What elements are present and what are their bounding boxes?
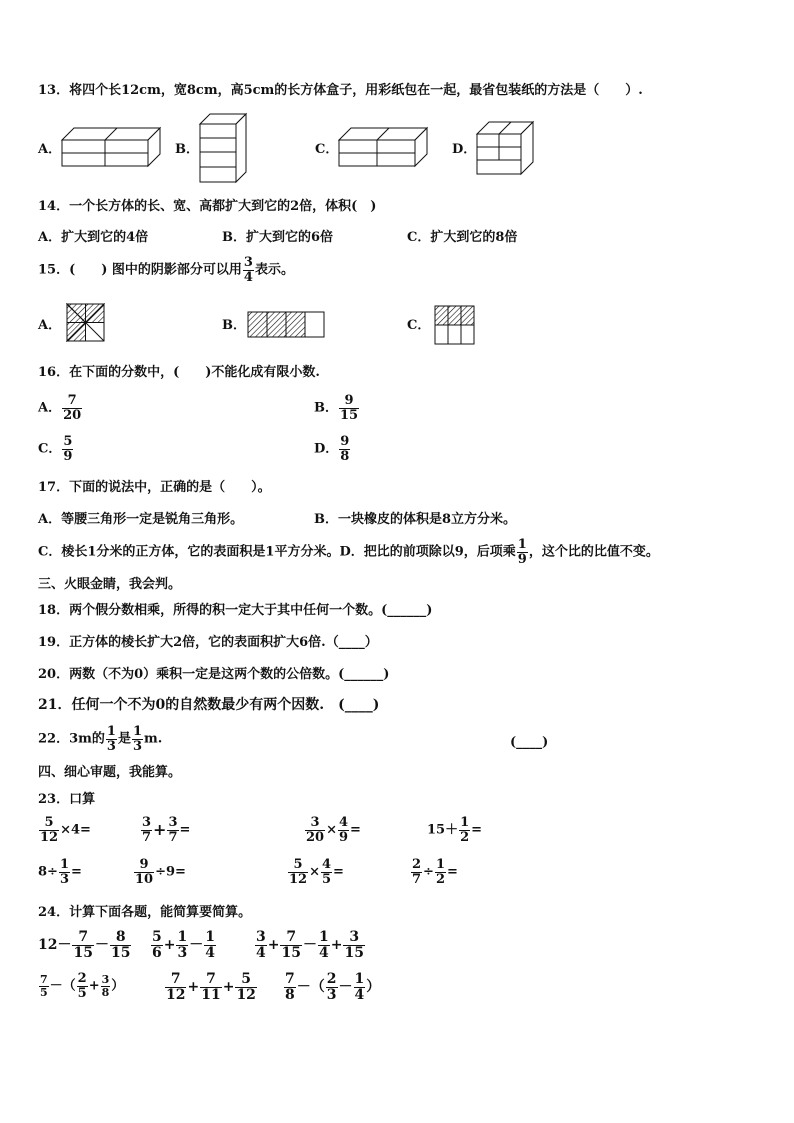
operator: + <box>163 937 176 954</box>
operator: + <box>153 820 167 840</box>
numerator: 5 <box>288 858 308 873</box>
numerator: 1 <box>177 929 188 945</box>
denominator: 12 <box>236 986 256 1003</box>
q16-option-a-label: A． <box>38 400 62 416</box>
denominator: 3 <box>59 871 69 887</box>
q23-expr-5-post: = <box>71 864 82 880</box>
numerator: 1 <box>435 857 445 872</box>
q16-option-b-fraction <box>339 394 359 422</box>
q13-box-figure-d <box>475 120 537 176</box>
denominator: 15 <box>340 407 359 423</box>
q23-expr-6-post: ÷9= <box>155 864 186 880</box>
numerator: 5 <box>39 816 59 831</box>
q23-expr-8-post: = <box>447 864 458 880</box>
numerator: 9 <box>340 434 350 449</box>
denominator: 8 <box>101 985 110 999</box>
numerator: 7 <box>285 971 295 987</box>
q23-expr-2 <box>140 816 190 844</box>
q17-option-b: B．一块橡皮的体积是8立方分米。 <box>314 512 517 527</box>
denominator: 2 <box>460 829 470 845</box>
operator: × <box>326 822 337 838</box>
denominator: 7 <box>168 829 178 845</box>
q14-option-c: C．扩大到它的8倍 <box>407 230 518 245</box>
q15-stem-pre: 15．( ) 图中的阴影部分可以用 <box>38 262 242 278</box>
operator: － <box>338 979 353 996</box>
q23-expr-4 <box>427 816 482 844</box>
numerator: 1 <box>106 724 116 739</box>
q14-stem: 14．一个长方体的长、宽、高都扩大到它的2倍，体积( ) <box>38 199 377 214</box>
denominator: 7 <box>412 871 422 887</box>
q23-expr-8 <box>410 858 458 886</box>
denominator: 2 <box>435 871 445 887</box>
q23-title: 23．口算 <box>38 792 96 807</box>
denominator: 3 <box>132 738 143 754</box>
operator: + <box>330 937 343 954</box>
operator: － <box>302 937 317 954</box>
denominator: 12 <box>40 829 59 845</box>
denominator: 9 <box>517 551 527 567</box>
operator: ÷ <box>423 864 434 880</box>
q15-stem-post: 表示。 <box>254 262 294 278</box>
numerator: 1 <box>517 537 527 552</box>
q16-stem: 16．在下面的分数中，( )不能化成有限小数. <box>38 365 320 380</box>
numerator: 3 <box>142 815 152 830</box>
operator: － <box>94 937 109 954</box>
q17-stem: 17．下面的说法中，正确的是（ ）。 <box>38 480 271 495</box>
denominator: 5 <box>77 985 87 1001</box>
denominator: 15 <box>110 944 131 961</box>
q24-expr-2 <box>150 930 217 960</box>
denominator: 3 <box>326 986 337 1003</box>
denominator: 20 <box>63 407 82 423</box>
denominator: 4 <box>205 944 215 961</box>
q23-expr-3-post: = <box>350 822 361 838</box>
q16-option-c-fraction <box>62 435 73 463</box>
denominator: 3 <box>106 738 116 754</box>
q22-statement <box>38 725 162 753</box>
denominator: 4 <box>256 944 266 961</box>
q16-option-d <box>314 435 351 463</box>
numerator: 4 <box>322 857 332 872</box>
operator: + <box>187 979 200 996</box>
q23-expr-2-post: = <box>179 822 191 838</box>
numerator: 4 <box>339 815 349 830</box>
numerator: 7 <box>62 394 82 409</box>
denominator: 15 <box>344 944 364 961</box>
section-3-heading: 三、火眼金睛，我会判。 <box>38 577 182 592</box>
numerator: 1 <box>132 724 143 739</box>
q24-expr-3 <box>254 930 366 960</box>
q15-option-c-label: C． <box>407 318 431 333</box>
q16-option-d-fraction <box>339 435 350 463</box>
q13-box-figure-a <box>60 126 162 170</box>
operator: － <box>189 937 204 954</box>
numerator: 7 <box>40 973 48 987</box>
q23-expr-3 <box>304 816 361 844</box>
denominator: 7 <box>142 829 152 845</box>
denominator: 4 <box>318 944 329 961</box>
q23-expr-1-post: ×4= <box>60 822 91 838</box>
numerator: 2 <box>326 971 337 987</box>
q15-fraction-numerator: 3 <box>243 255 253 270</box>
q16-option-c <box>38 435 74 463</box>
q15-figure-b-strip <box>247 311 327 339</box>
denominator: 3 <box>177 944 188 961</box>
q23-expr-7-post: = <box>333 864 344 880</box>
denominator: 11 <box>201 986 221 1003</box>
denominator: 15 <box>73 944 93 961</box>
numerator: 3 <box>101 973 110 987</box>
q19-statement: 19．正方体的棱长扩大2倍，它的表面积扩大6倍.（____） <box>38 635 378 650</box>
section-4-heading: 四、细心审题，我能算。 <box>38 765 182 780</box>
numerator: 5 <box>235 972 256 988</box>
denominator: 15 <box>281 944 301 961</box>
numerator: 1 <box>59 857 69 872</box>
numerator: 8 <box>110 930 131 946</box>
numerator: 1 <box>460 815 470 830</box>
q17-option-d-fraction <box>517 538 528 566</box>
q24-expr-6-mid: －（ <box>296 979 325 996</box>
numerator: 9 <box>339 394 359 409</box>
q24-title: 24．计算下面各题，能简算要简算。 <box>38 905 252 920</box>
q16-option-a-fraction <box>62 394 82 422</box>
numerator: 7 <box>200 972 221 988</box>
numerator: 1 <box>205 929 215 945</box>
q22-fraction-2 <box>132 725 143 753</box>
q16-option-b-label: B． <box>314 400 338 416</box>
q13-box-figure-c <box>337 126 429 170</box>
q23-expr-4-post: = <box>471 822 483 838</box>
q14-option-a: A．扩大到它的4倍 <box>38 230 149 245</box>
numerator: 1 <box>318 929 329 945</box>
q20-statement: 20．两数（不为0）乘积一定是这两个数的公倍数。(______) <box>38 667 390 682</box>
q22-pre: 22．3m的 <box>38 731 105 747</box>
q23-expr-5-pre: 8÷ <box>38 864 58 880</box>
q22-mid: 是 <box>117 731 131 747</box>
q17-option-c-d-line <box>38 538 659 566</box>
numerator: 7 <box>165 972 186 988</box>
q23-expr-7 <box>287 858 344 886</box>
denominator: 8 <box>285 986 295 1003</box>
q17-option-c: C．棱长1分米的正方体，它的表面积是1平方分米。 <box>38 544 340 560</box>
operator: + <box>222 979 235 996</box>
q16-option-a <box>38 394 83 422</box>
q24-expr-4-mid: －（ <box>49 978 76 994</box>
q24-expr-6-post: ） <box>366 979 381 996</box>
q17-option-a: A．等腰三角形一定是锐角三角形。 <box>38 512 244 527</box>
q13-option-d-label: D． <box>452 142 477 157</box>
numerator: 5 <box>63 434 73 449</box>
q13-option-a-label: A． <box>38 142 62 157</box>
operator: × <box>309 864 320 880</box>
q13-box-figure-b <box>198 112 250 184</box>
denominator: 6 <box>152 944 162 961</box>
q24-expr-4-post: ） <box>111 978 125 994</box>
q14-option-b: B．扩大到它的6倍 <box>222 230 334 245</box>
q23-expr-5 <box>38 858 82 886</box>
q24-expr-6 <box>283 972 380 1002</box>
numerator: 3 <box>305 816 325 831</box>
operator: + <box>88 978 100 994</box>
numerator: 5 <box>152 929 162 945</box>
denominator: 4 <box>354 986 365 1003</box>
q13-option-c-label: C． <box>315 142 339 157</box>
denominator: 12 <box>166 986 186 1003</box>
denominator: 20 <box>306 829 325 845</box>
q18-statement: 18．两个假分数相乘，所得的积一定大于其中任何一个数。(______) <box>38 603 433 618</box>
q15-option-a-label: A． <box>38 318 62 333</box>
denominator: 5 <box>322 871 332 887</box>
numerator: 7 <box>72 930 93 946</box>
denominator: 5 <box>40 985 48 999</box>
q22-answer-blank: (____) <box>510 735 549 750</box>
numerator: 3 <box>256 929 266 945</box>
q15-stem <box>38 256 294 284</box>
q16-option-d-label: D． <box>314 441 339 457</box>
numerator: 1 <box>354 971 365 987</box>
q24-expr-4 <box>38 972 124 1000</box>
denominator: 10 <box>135 871 154 887</box>
denominator: 12 <box>289 871 308 887</box>
denominator: 8 <box>340 448 350 464</box>
q17-option-d-post: ，这个比的比值不变。 <box>528 544 659 560</box>
q23-expr-6 <box>133 858 186 886</box>
q15-fraction-denominator: 4 <box>243 269 253 285</box>
denominator: 9 <box>63 448 73 464</box>
operator: + <box>267 937 280 954</box>
numerator: 3 <box>343 930 364 946</box>
q13-stem: 13．将四个长12cm，宽8cm，高5cm的长方体盒子，用彩纸包在一起，最省包装纸的方法是（ ）. <box>38 83 643 98</box>
numerator: 9 <box>134 858 154 873</box>
q16-option-c-label: C． <box>38 441 62 457</box>
q23-expr-1 <box>38 816 91 844</box>
q24-expr-1-pre: 12－ <box>38 937 72 954</box>
q15-figure-a-square <box>66 303 106 343</box>
numerator: 2 <box>77 971 87 986</box>
q23-expr-4-pre: 15＋ <box>427 822 459 838</box>
numerator: 7 <box>280 930 301 946</box>
numerator: 3 <box>168 815 178 830</box>
q13-option-b-label: B． <box>175 142 199 157</box>
q15-figure-c-grid <box>434 305 476 345</box>
q15-option-b-label: B． <box>222 318 246 333</box>
q22-post: m. <box>144 731 163 747</box>
denominator: 9 <box>339 829 349 845</box>
q21-statement: 21．任何一个不为0的自然数最少有两个因数. (____) <box>38 697 380 713</box>
q24-expr-5 <box>164 972 258 1002</box>
q24-expr-1 <box>38 930 132 960</box>
q16-option-b <box>314 394 360 422</box>
q15-fraction <box>243 256 254 284</box>
q22-fraction-1 <box>106 725 117 753</box>
q17-option-d-pre: D．把比的前项除以9，后项乘 <box>339 544 516 560</box>
numerator: 2 <box>412 857 422 872</box>
